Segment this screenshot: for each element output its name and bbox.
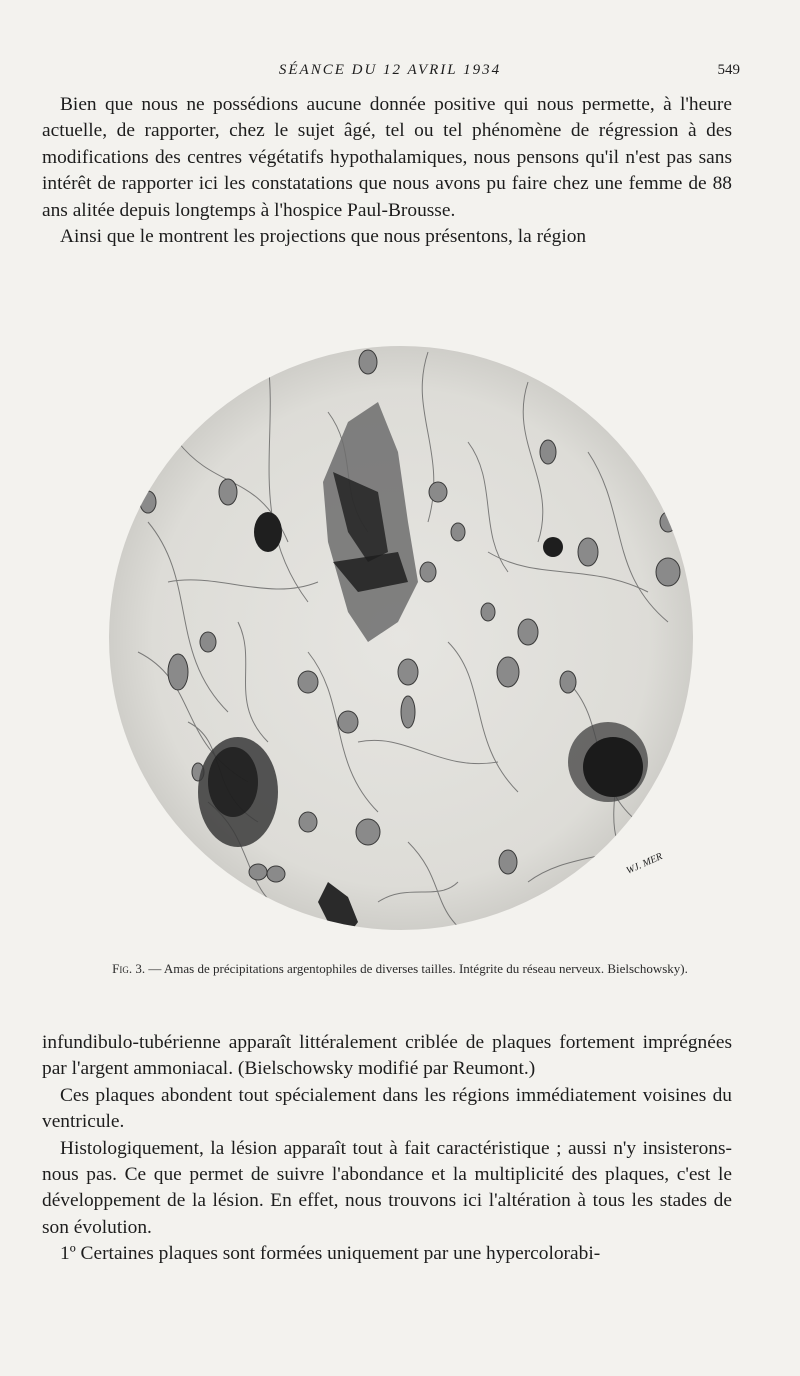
paragraph: Ces plaques abondent tout spécialement dans les régions immédiatement voisines du ventricule. (42, 1084, 732, 1133)
micrograph-illustration (108, 322, 694, 954)
figure-caption (70, 960, 730, 977)
running-head-title: SÉANCE DU 12 AVRIL 1934 (278, 62, 502, 78)
illustrator-signature: WJ. MER (624, 851, 665, 877)
paragraph: 1º Certaines plaques sont formées uniquement par une hypercolorabi- (60, 1243, 601, 1265)
paragraph: infundibulo-tubérienne apparaît littéralement criblée de plaques fortement imprégnées par l'argent ammoniacal. (Bielschowsky modifié par Reumont.) (42, 1032, 732, 1080)
paragraph: Ainsi que le montrent les projections que nous présentons, la région (60, 226, 587, 248)
body-text-bottom (42, 1030, 732, 1268)
paragraph: Bien que nous ne possédions aucune donnée positive qui nous permette, à l'heure actuelle, de rapporter, chez le sujet âgé, tel ou tel phénomène de régression à des modifications des centres végétatifs hypothalamiques, nous pensons qu'il n'est pas sans intérêt de rapporter ici les constatations que nous avons pu faire chez une femme de 88 ans alitée depuis longtemps à l'hospice Paul-Brousse. (42, 94, 732, 221)
figure-caption-text: — Amas de précipitations argentophiles de diverses tailles. Intégrite du réseau nerveux. Bielschowsky). (148, 961, 688, 976)
micrograph-figure (108, 322, 694, 954)
paragraph: Histologiquement, la lésion apparaît tout à fait caractéristique ; aussi n'y insisterons-nous pas. Ce que permet de suivre l'abondance et la multiplicité des plaques, c'est le développement de la lésion. En effet, nous trouvons ici l'altération à tous les stades de son évolution. (42, 1137, 732, 1238)
body-text-top (42, 92, 732, 250)
page-number: 549 (717, 62, 740, 78)
figure-label: Fig. 3. (112, 961, 146, 976)
microscope-field (109, 346, 693, 930)
